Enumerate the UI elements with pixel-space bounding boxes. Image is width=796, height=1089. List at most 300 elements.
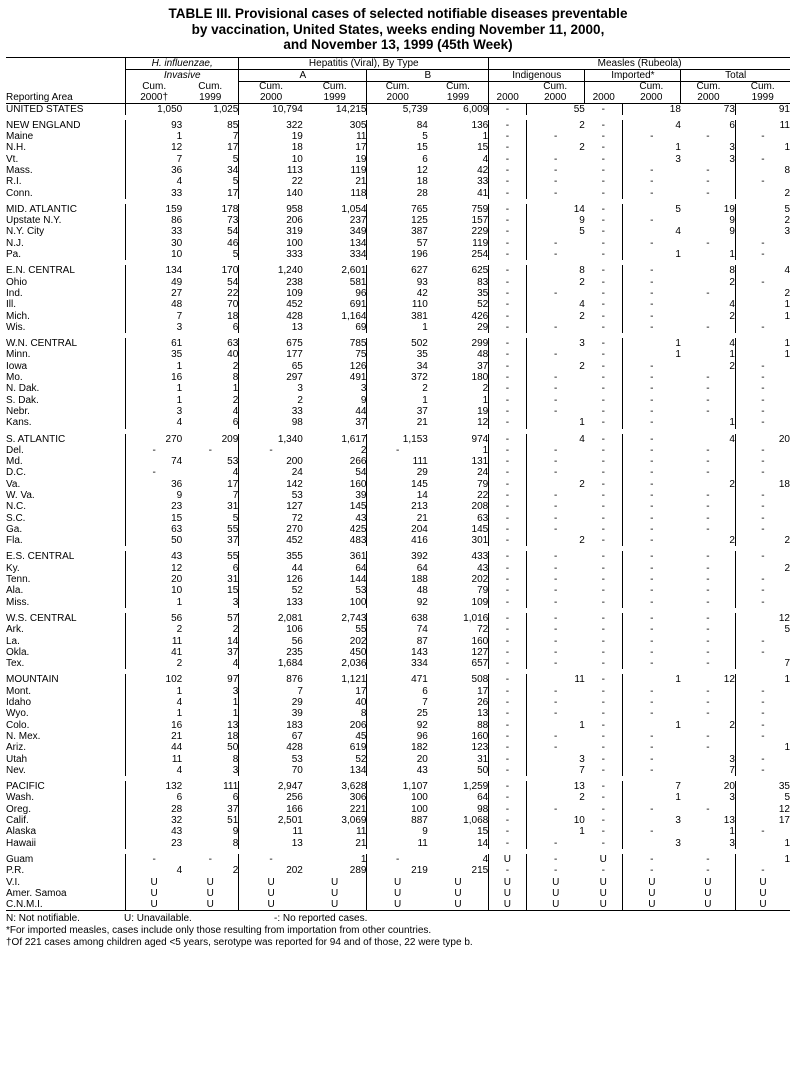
table-row [6, 636, 790, 647]
row-value: - [526, 131, 585, 142]
row-area-label: W.S. CENTRAL [6, 612, 77, 624]
row-value: 42 [367, 288, 428, 299]
row-value: - [601, 685, 605, 697]
row-value: 1 [735, 742, 790, 753]
row-value: 11 [367, 838, 428, 849]
row-value: - [735, 597, 790, 608]
row-value: - [706, 646, 710, 658]
row-value: 188 [367, 574, 428, 585]
footnote-legend [6, 913, 790, 925]
row-value: 1 [367, 322, 428, 333]
row-value: 93 [126, 120, 183, 131]
title-line-1: TABLE III. Provisional cases of selected notifiable diseases preventable [168, 6, 628, 21]
row-value: 2 [232, 865, 239, 877]
row-value: - [489, 322, 526, 333]
row-value: 4 [482, 153, 489, 165]
row-value: - [601, 153, 605, 165]
row-value: - [489, 720, 526, 731]
row-value: 79 [477, 585, 489, 597]
row-value: 10,794 [239, 103, 303, 115]
row-value: 1,153 [367, 434, 428, 445]
row-value: - [601, 585, 605, 597]
table-row [6, 815, 790, 826]
row-value: 19 [723, 203, 735, 215]
row-value: - [622, 708, 681, 719]
row-value: 11 [126, 754, 183, 765]
row-area-label: N.H. [6, 142, 26, 154]
row-value: - [601, 176, 605, 188]
row-value: 2 [232, 360, 239, 372]
row-value: 17 [227, 187, 239, 199]
row-value: - [735, 490, 790, 501]
row-area-label: Vt. [6, 153, 19, 165]
row-value: 254 [471, 249, 489, 261]
row-value: - [735, 865, 790, 876]
row-value: 34 [367, 361, 428, 372]
row-value: - [706, 574, 710, 586]
row-value: 14,215 [335, 103, 367, 115]
row-value: U [331, 876, 339, 888]
row-value: 73 [227, 215, 239, 227]
row-value: 4 [126, 176, 183, 187]
row-value: - [601, 612, 605, 624]
row-value: - [601, 467, 605, 479]
row-value: 157 [471, 215, 489, 227]
row-value: - [735, 395, 790, 406]
row-value: 4 [622, 120, 681, 131]
row-value: - [706, 131, 710, 143]
row-value: 54 [355, 467, 367, 479]
row-value: - [601, 131, 605, 143]
header-year-1999-3: 1999 [428, 92, 489, 104]
row-value: - [706, 501, 710, 513]
row-area-label: Mo. [6, 372, 23, 384]
row-value: 319 [239, 226, 303, 237]
table-row [6, 720, 790, 731]
row-value: 14 [477, 837, 489, 849]
row-area-label: N. Dak. [6, 383, 40, 395]
row-value: 36 [126, 165, 183, 176]
table-row [6, 188, 790, 199]
row-value: 221 [349, 803, 367, 815]
row-value: 2 [729, 360, 735, 372]
row-value: - [622, 456, 681, 467]
row-value: 7 [367, 697, 428, 708]
row-value: - [622, 406, 681, 417]
row-value: - [706, 456, 710, 468]
row-area-label: Ala. [6, 585, 24, 597]
header-group-row [6, 57, 790, 69]
header-cum-3: Cum. [239, 81, 303, 92]
row-value: - [489, 406, 526, 417]
row-value: 785 [349, 338, 367, 350]
row-value: 625 [471, 265, 489, 277]
row-value: - [489, 383, 526, 394]
row-value: 31 [227, 574, 239, 586]
row-value: 9 [126, 490, 183, 501]
row-value: 206 [349, 719, 367, 731]
row-value: 54 [227, 226, 239, 238]
row-value: - [735, 686, 790, 697]
row-area-label: Kans. [6, 417, 32, 429]
row-value: 100 [367, 804, 428, 815]
row-value: U [454, 887, 462, 899]
row-value: 57 [227, 612, 239, 624]
table-row [6, 826, 790, 837]
row-value: - [735, 131, 790, 142]
table-row [6, 490, 790, 501]
row-value: - [489, 131, 526, 142]
row-value: 10 [239, 154, 303, 165]
row-value: 204 [367, 524, 428, 535]
row-value: 113 [239, 165, 303, 176]
row-value: 238 [239, 277, 303, 288]
footnotes [6, 913, 790, 948]
row-value: 13 [239, 322, 303, 333]
row-value: 84 [367, 120, 428, 131]
table-row [6, 165, 790, 176]
row-value: 2 [735, 215, 790, 226]
header-reporting-area: Reporting Area [6, 92, 126, 104]
row-value: - [239, 445, 303, 456]
row-value: 57 [367, 238, 428, 249]
row-value: 160 [471, 635, 489, 647]
row-value: 18 [239, 142, 303, 153]
row-value: U [331, 887, 339, 899]
row-value: 50 [227, 742, 239, 754]
table-row [6, 299, 790, 310]
row-value: 33 [239, 406, 303, 417]
row-value: 44 [239, 563, 303, 574]
row-value: - [526, 597, 585, 608]
row-value: - [489, 277, 526, 288]
row-value: 4 [232, 658, 239, 670]
row-value: 450 [349, 646, 367, 658]
row-value: 392 [367, 551, 428, 562]
row-value: 19 [355, 153, 367, 165]
row-value: 1 [729, 249, 735, 261]
header-hep-a: A [239, 69, 367, 81]
row-value: U [367, 888, 428, 899]
row-value: - [735, 467, 790, 478]
row-area-label: C.N.M.I. [6, 899, 43, 911]
row-value: - [706, 321, 710, 333]
row-value: - [622, 854, 681, 865]
row-value: 180 [471, 372, 489, 384]
row-value: 1,684 [239, 658, 303, 669]
row-value: 44 [126, 742, 183, 753]
table-row [6, 731, 790, 742]
row-value: - [601, 730, 605, 742]
row-value: U [239, 888, 303, 899]
table-row [6, 658, 790, 669]
row-value: - [526, 288, 585, 299]
row-value: - [601, 490, 605, 501]
row-value: U [599, 853, 607, 865]
row-value: 52 [355, 753, 367, 765]
row-value: - [735, 754, 790, 765]
row-value: - [489, 513, 526, 524]
row-value: 206 [239, 215, 303, 226]
row-value: 10 [126, 249, 183, 260]
row-value: - [601, 321, 605, 333]
row-value: 270 [239, 524, 303, 535]
row-value: - [622, 277, 681, 288]
row-value: 37 [227, 646, 239, 658]
row-value: 5 [526, 226, 585, 237]
row-value: U [622, 888, 681, 899]
row-value: - [735, 731, 790, 742]
table-row [6, 434, 790, 445]
row-value: 166 [239, 804, 303, 815]
row-value: - [601, 372, 605, 384]
header-blank-cell-3 [6, 81, 126, 92]
row-area-label: NEW ENGLAND [6, 119, 81, 131]
row-value: - [489, 338, 526, 349]
row-area-label: Nebr. [6, 405, 30, 417]
row-area-label: Tenn. [6, 574, 31, 586]
row-value: 18 [367, 176, 428, 187]
row-value: 75 [355, 349, 367, 361]
row-value: 3 [735, 226, 790, 237]
row-value: - [526, 624, 585, 635]
row-value: 6,009 [463, 103, 489, 115]
row-value: - [601, 265, 605, 277]
row-value: 229 [471, 226, 489, 238]
row-value: 483 [349, 535, 367, 547]
row-value: 3 [729, 153, 735, 165]
row-value: - [489, 765, 526, 776]
header-cum-10: Cum. [750, 80, 775, 92]
row-value: - [735, 417, 790, 428]
row-value: 64 [477, 792, 489, 804]
table-row [6, 215, 790, 226]
row-value: - [622, 501, 681, 512]
row-value: 1 [622, 249, 681, 260]
row-value: 1 [526, 417, 585, 428]
row-value: 159 [126, 204, 183, 215]
row-value: 1 [735, 349, 790, 360]
row-value: 876 [239, 674, 303, 685]
row-value: 55 [227, 551, 239, 563]
row-value: - [601, 203, 605, 215]
header-blank-cell [6, 57, 126, 69]
row-value: 11 [356, 131, 367, 143]
row-value: - [489, 467, 526, 478]
row-value: - [706, 164, 710, 176]
row-value: - [526, 456, 585, 467]
row-value: 1 [729, 826, 735, 838]
row-value: 3 [622, 838, 681, 849]
row-value: - [706, 585, 710, 597]
row-value: 9 [526, 215, 585, 226]
row-value: 5,739 [367, 103, 428, 115]
row-value: 3,069 [341, 815, 367, 827]
row-value: 133 [239, 597, 303, 608]
row-value: - [489, 142, 526, 153]
row-value: 100 [349, 596, 367, 608]
row-value: 13 [239, 838, 303, 849]
row-value: 96 [367, 731, 428, 742]
row-value: - [601, 658, 605, 670]
row-value: - [601, 310, 605, 322]
row-value: - [601, 753, 605, 765]
row-value: 20 [367, 754, 428, 765]
row-value: 1,050 [126, 103, 183, 115]
row-value: 17 [477, 685, 489, 697]
row-value: 381 [367, 311, 428, 322]
row-value: - [622, 434, 681, 445]
row-value: - [601, 865, 605, 877]
row-value: - [526, 731, 585, 742]
row-value: - [489, 479, 526, 490]
row-value: - [706, 730, 710, 742]
row-value: 1 [735, 311, 790, 322]
row-value: 20 [126, 574, 183, 585]
row-value: 177 [239, 349, 303, 360]
row-value: 61 [126, 338, 183, 349]
row-value: 119 [472, 237, 489, 249]
row-value: 1 [526, 720, 585, 731]
row-value: - [622, 697, 681, 708]
table-row [6, 792, 790, 803]
row-value: 145 [349, 501, 367, 513]
row-area-label: Ill. [6, 299, 16, 311]
row-value: 428 [239, 311, 303, 322]
row-value: - [601, 287, 605, 299]
row-value: 5 [735, 204, 790, 215]
row-area-label: Idaho [6, 697, 32, 709]
row-value: 17 [735, 815, 790, 826]
row-value: 2 [126, 624, 183, 635]
row-value: 1,617 [341, 433, 367, 445]
table-row [6, 674, 790, 685]
row-value: 1 [729, 417, 735, 429]
row-value: - [489, 838, 526, 849]
row-value: - [735, 524, 790, 535]
row-value: 7 [729, 764, 735, 776]
row-area-label: Pa. [6, 249, 22, 261]
row-value: 1 [622, 349, 681, 360]
row-value: - [526, 563, 585, 574]
row-value: U [622, 877, 681, 888]
row-value: 2 [367, 383, 428, 394]
row-value: - [489, 120, 526, 131]
row-value: - [622, 417, 681, 428]
table-row [6, 574, 790, 585]
row-value: 11 [735, 120, 790, 131]
row-value: - [735, 697, 790, 708]
row-value: 235 [239, 647, 303, 658]
row-value: 170 [221, 265, 239, 277]
header-year-2000-4: 2000 [489, 92, 526, 104]
row-value: 33 [126, 188, 183, 199]
row-value: 125 [367, 215, 428, 226]
row-value: U [489, 854, 526, 865]
row-value: - [601, 674, 605, 686]
row-value: - [489, 697, 526, 708]
row-area-label: Alaska [6, 826, 37, 838]
row-value: - [489, 597, 526, 608]
row-value: 10 [526, 815, 585, 826]
row-value: - [489, 188, 526, 199]
row-value: - [489, 434, 526, 445]
row-value: 98 [477, 803, 489, 815]
row-value: 1 [126, 383, 183, 394]
row-value: - [622, 361, 681, 372]
row-area-label: MOUNTAIN [6, 674, 59, 686]
row-value: - [622, 686, 681, 697]
row-value: 958 [239, 204, 303, 215]
row-value: 13 [723, 815, 735, 827]
row-value: 387 [367, 226, 428, 237]
row-value: 4 [729, 433, 735, 445]
row-area-label: La. [6, 635, 20, 647]
row-value: - [622, 524, 681, 535]
row-value: - [208, 444, 212, 456]
row-value: 110 [367, 299, 428, 310]
table-row [6, 395, 790, 406]
row-value: 8 [232, 372, 239, 384]
footnote-no-reported-cases: -: No reported cases. [274, 913, 368, 925]
row-value: 14 [367, 490, 428, 501]
table-row [6, 754, 790, 765]
row-value: 416 [367, 535, 428, 546]
row-value: - [489, 265, 526, 276]
row-value: - [526, 854, 585, 865]
row-value: - [601, 596, 605, 608]
row-value: 33 [477, 176, 489, 188]
row-value: 12 [735, 804, 790, 815]
header-indigenous: Indigenous [489, 69, 585, 81]
row-value: 1,025 [213, 103, 239, 115]
row-area-label: Hawaii [6, 837, 37, 849]
row-value: 21 [355, 176, 367, 188]
row-value: 3 [729, 837, 735, 849]
row-value: - [622, 311, 681, 322]
row-value: - [601, 456, 605, 468]
row-value: - [489, 372, 526, 383]
row-value: 256 [239, 792, 303, 803]
row-value: 2 [526, 142, 585, 153]
row-value: 8 [526, 265, 585, 276]
row-value: 15 [227, 585, 239, 597]
row-value: 52 [477, 299, 489, 311]
table-row [6, 142, 790, 153]
row-area-label: Va. [6, 478, 21, 490]
row-value: - [735, 154, 790, 165]
row-value: 3 [232, 685, 239, 697]
row-value: 2,081 [239, 613, 303, 624]
table-row [6, 265, 790, 276]
row-value: 1 [482, 131, 489, 143]
row-value: 63 [477, 512, 489, 524]
row-value: 675 [239, 338, 303, 349]
row-value: 215 [471, 865, 489, 877]
row-value: - [706, 490, 710, 501]
row-value: 88 [477, 719, 489, 731]
row-value: 12 [477, 417, 489, 429]
row-value: - [601, 535, 605, 547]
row-value: 22 [239, 176, 303, 187]
row-value: - [489, 624, 526, 635]
row-value: - [735, 636, 790, 647]
row-value: U [126, 877, 183, 888]
table-row [6, 585, 790, 596]
row-value: 35 [367, 349, 428, 360]
row-value: 2 [526, 120, 585, 131]
row-value: - [601, 299, 605, 311]
